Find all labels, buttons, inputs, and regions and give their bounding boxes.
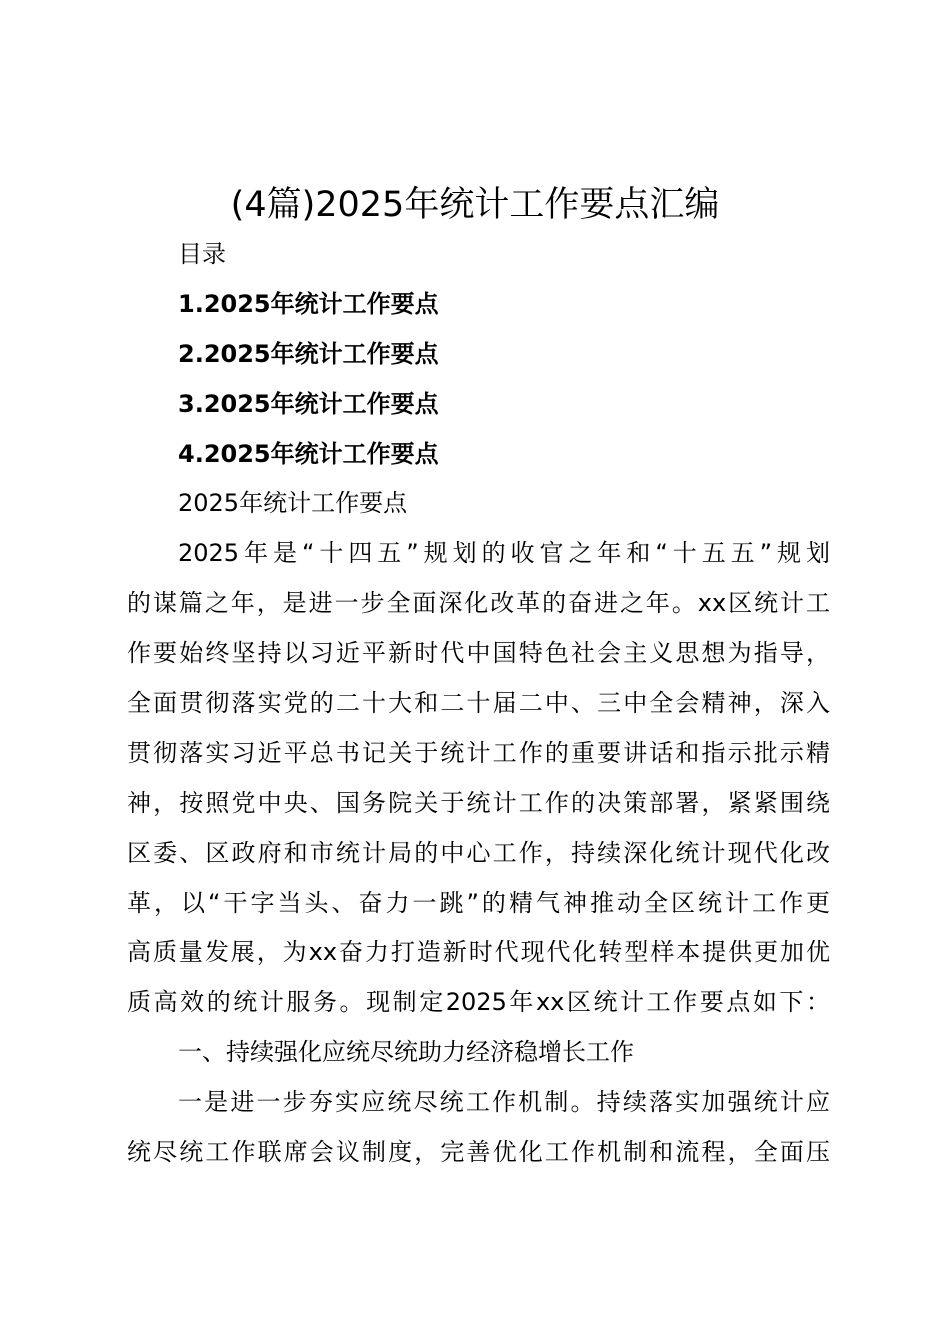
paragraph-line: 质高效的统计服务。现制定2025年xx区统计工作要点如下：: [127, 988, 830, 1016]
paragraph-line: 区委、区政府和市统计局的中心工作，持续深化统计现代化改: [127, 839, 830, 867]
paragraph-line: 作要始终坚持以习近平新时代中国特色社会主义思想为指导，: [127, 639, 830, 667]
document-title: (4篇)2025年统计工作要点汇编: [230, 185, 720, 225]
paragraph-line: 革，以“干字当头、奋力一跳”的精气神推动全区统计工作更: [127, 889, 830, 917]
toc-item[interactable]: 1.2025年统计工作要点: [178, 290, 439, 318]
paragraph-line: 的谋篇之年，是进一步全面深化改革的奋进之年。xx区统计工: [127, 589, 830, 617]
paragraph-line: 全面贯彻落实党的二十大和二十届二中、三中全会精神，深入: [127, 689, 830, 717]
section-heading: 一、持续强化应统尽统助力经济稳增长工作: [178, 1038, 634, 1066]
toc-item[interactable]: 3.2025年统计工作要点: [178, 390, 439, 418]
paragraph-line: 高质量发展，为xx奋力打造新时代现代化转型样本提供更加优: [127, 938, 830, 966]
toc-heading: 目录: [178, 240, 226, 268]
paragraph-line: 统尽统工作联席会议制度，完善优化工作机制和流程，全面压: [127, 1138, 830, 1166]
toc-item[interactable]: 2.2025年统计工作要点: [178, 340, 439, 368]
paragraph-line: 神，按照党中央、国务院关于统计工作的决策部署，紧紧围绕: [127, 789, 830, 817]
toc-item[interactable]: 4.2025年统计工作要点: [178, 440, 439, 468]
paragraph-line: 2025年是“十四五”规划的收官之年和“十五五”规划: [178, 539, 830, 567]
section-title: 2025年统计工作要点: [178, 489, 408, 517]
paragraph-line: 贯彻落实习近平总书记关于统计工作的重要讲话和指示批示精: [127, 739, 830, 767]
paragraph-line: 一是进一步夯实应统尽统工作机制。持续落实加强统计应: [178, 1088, 830, 1116]
